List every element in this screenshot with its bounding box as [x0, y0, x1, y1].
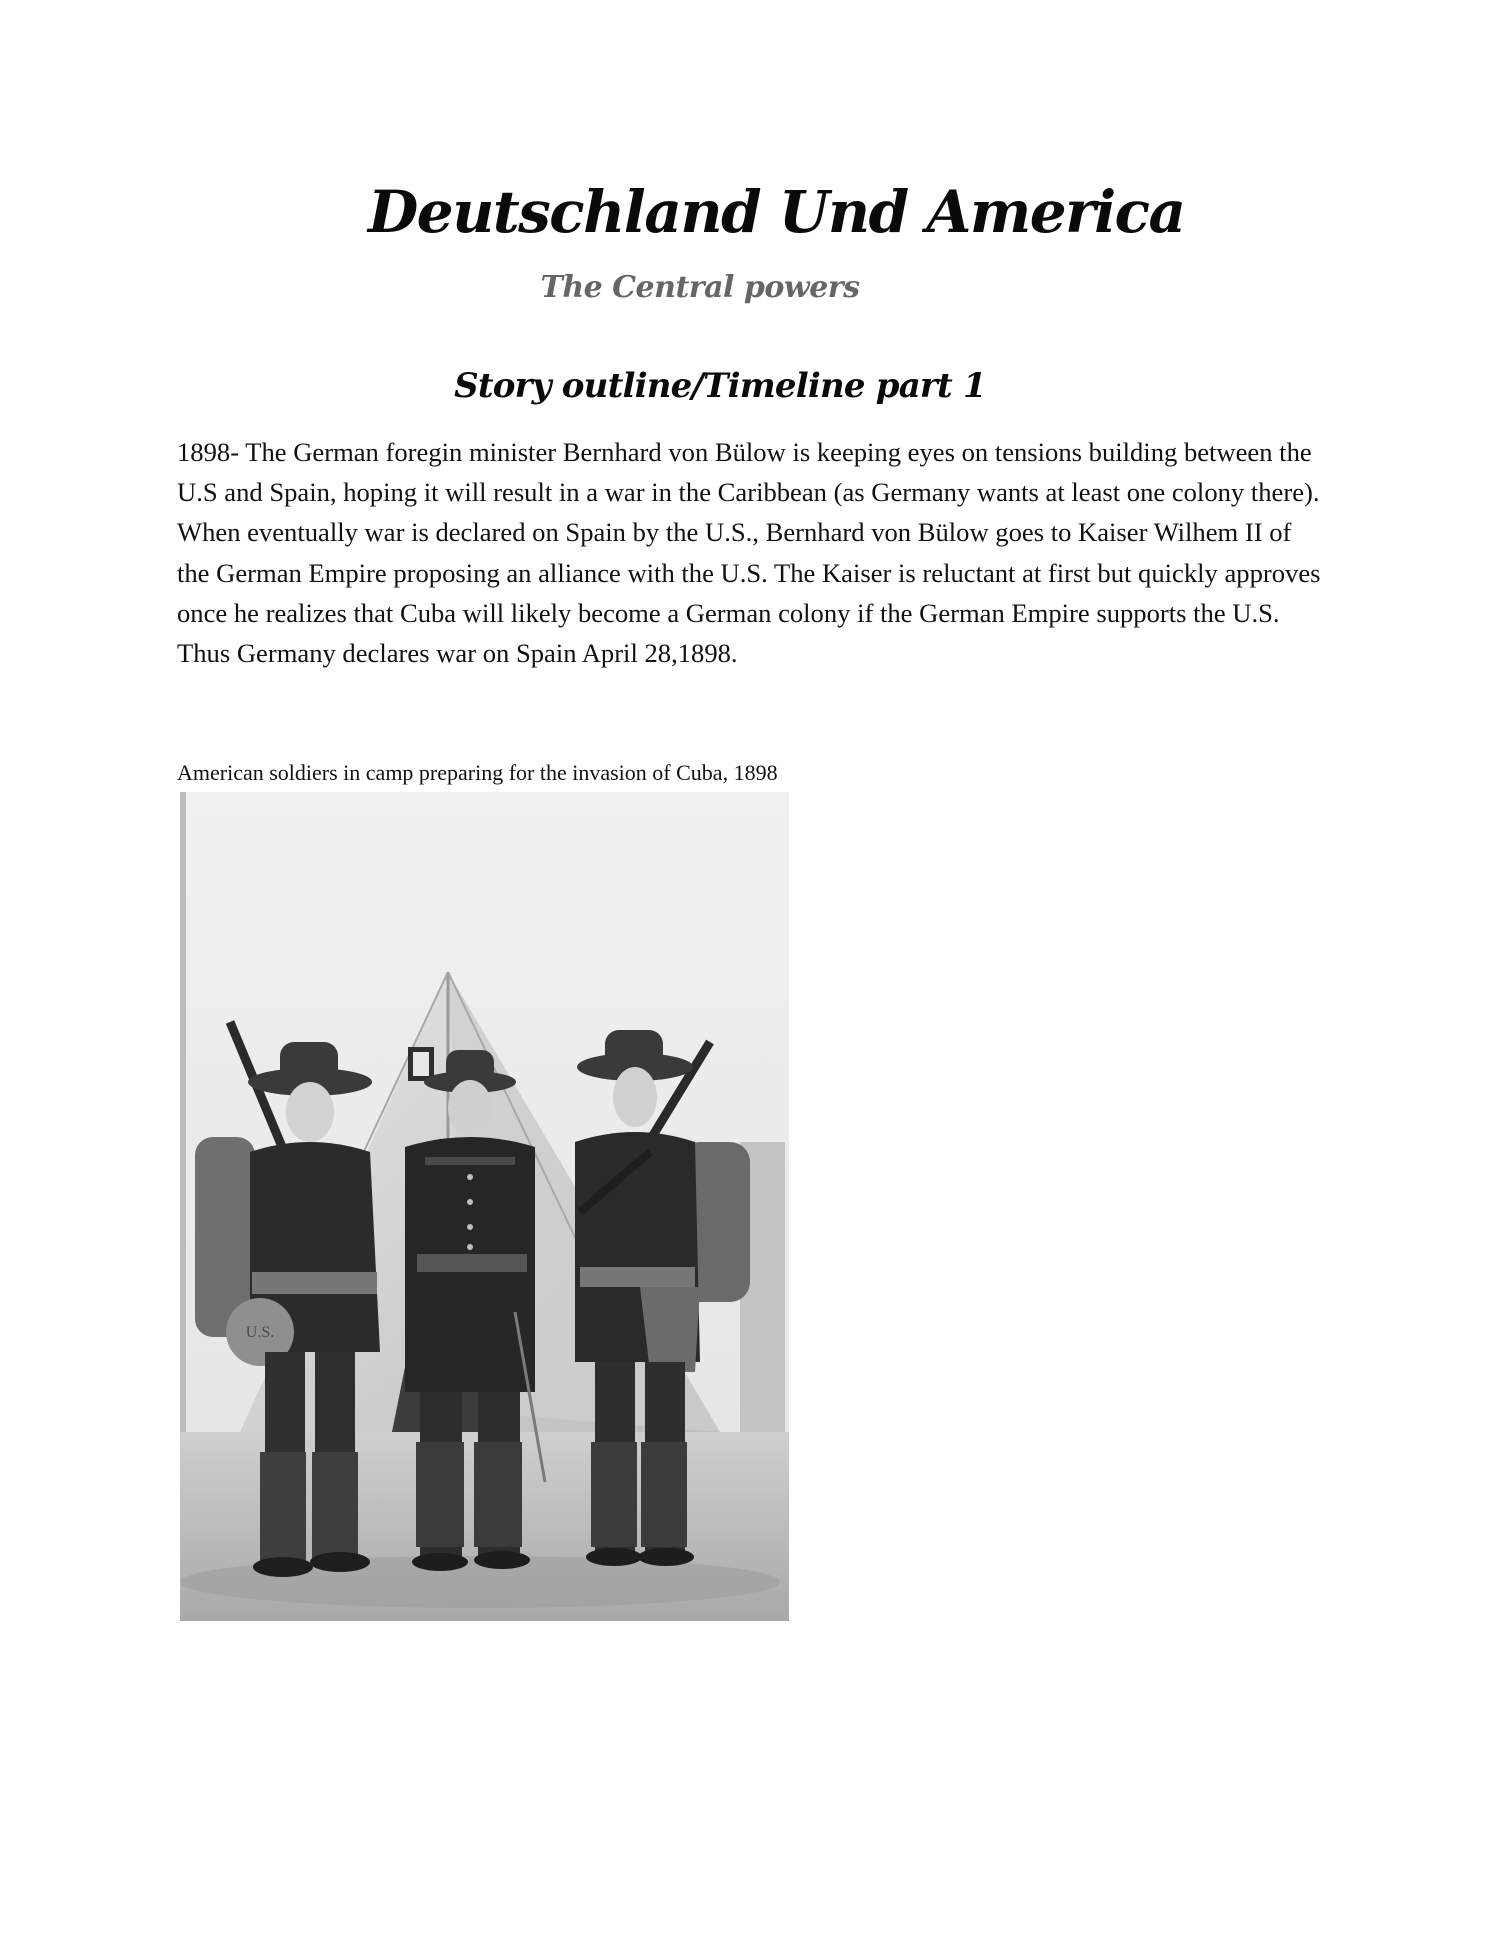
soldiers-photo	[180, 792, 789, 1621]
soldiers-photo-illustration	[180, 792, 789, 1621]
canteen-marking: U.S.	[245, 1324, 275, 1341]
document-title: Deutschland Und America	[368, 178, 1185, 246]
section-heading: Story outline/Timeline part 1	[454, 366, 986, 406]
document-subtitle: The Central powers	[540, 270, 860, 305]
body-paragraph: 1898- The German foregin minister Bernhard von Bülow is keeping eyes on tensions building between the U.S and Spain, hoping it will result in a war in the Caribbean (as Germany wants at least one colony there). When eventually war is declared on Spain by the U.S., Bernhard von Bülow goes to Kaiser Wilhem II of the German Empire proposing an alliance with the U.S. The Kaiser is reluctant at first but quickly approves once he realizes that Cuba will likely become a German colony if the German Empire supports the U.S. Thus Germany declares war on Spain April 28,1898.	[177, 437, 1321, 669]
photo-caption: American soldiers in camp preparing for the invasion of Cuba, 1898	[177, 760, 778, 785]
